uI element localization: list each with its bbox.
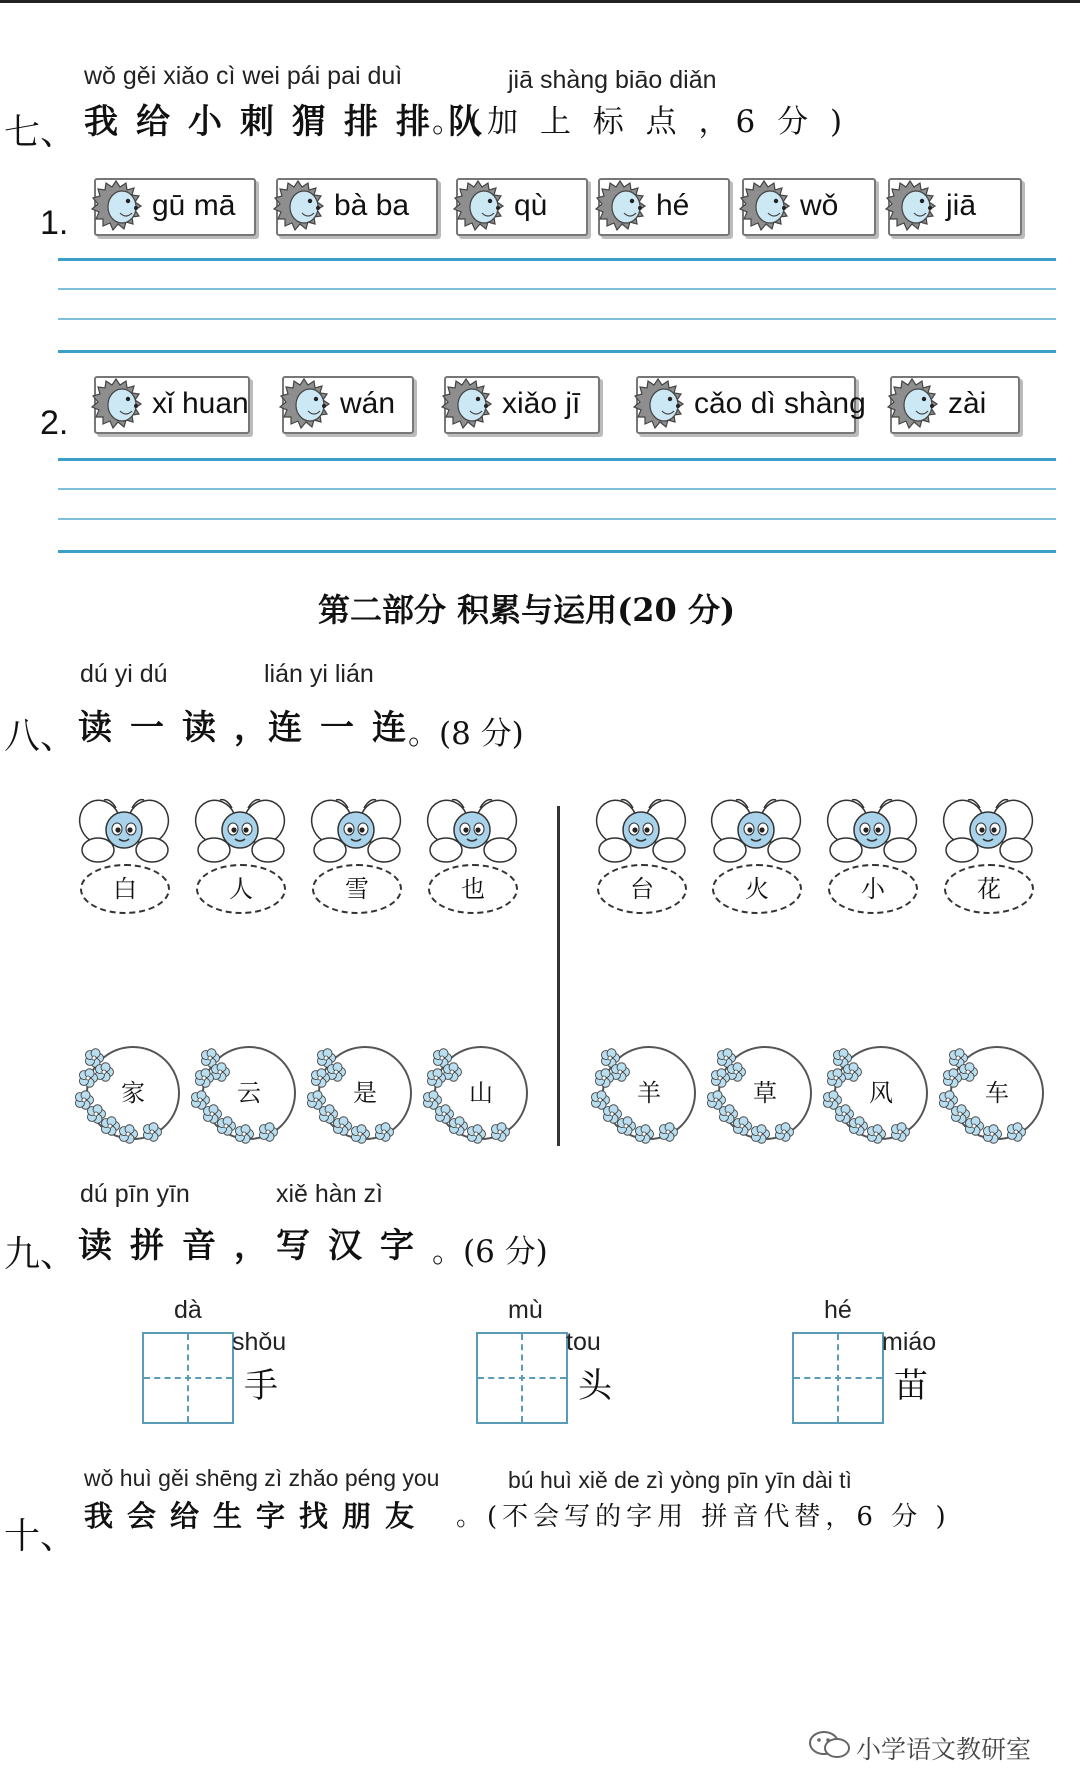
bee-character[interactable] <box>593 796 689 916</box>
q9-item-pinyin: dà <box>174 1296 202 1324</box>
bee-character-label: 白 <box>80 864 170 914</box>
word-card-pinyin: cǎo dì shàng <box>694 387 866 420</box>
word-card-pinyin: qù <box>514 189 548 222</box>
q9-title-a: 读拼音， <box>78 1226 286 1266</box>
flower-character-label: 是 <box>318 1046 412 1140</box>
q7-row2-number: 2. <box>40 404 69 442</box>
q9-item-side-pinyin: tou <box>566 1328 601 1356</box>
bee-character-label: 火 <box>712 864 802 914</box>
flower-character-label: 羊 <box>602 1046 696 1140</box>
bee-character-label: 台 <box>597 864 687 914</box>
word-card-pinyin: hé <box>656 189 690 222</box>
q8-title-a: 读一读， <box>78 708 286 748</box>
hedgehog-word-card[interactable] <box>456 178 588 236</box>
q9-writing-grid[interactable] <box>476 1332 568 1424</box>
hedgehog-word-card[interactable] <box>94 178 256 236</box>
q9-pinyin-a: dú pīn yīn <box>80 1180 190 1208</box>
hedgehog-icon <box>882 375 942 435</box>
q10-pinyin-a: wǒ huì gěi shēng zì zhǎo péng you <box>84 1465 440 1491</box>
hedgehog-word-card[interactable] <box>598 178 730 236</box>
q9-item-pinyin: hé <box>824 1296 852 1324</box>
wechat-icon <box>808 1730 852 1760</box>
q10-title: 我会给生字找朋友 <box>84 1499 429 1533</box>
flower-character[interactable] <box>822 1042 926 1146</box>
word-card-pinyin: xǐ huan <box>152 387 249 420</box>
writing-line <box>58 258 1056 261</box>
writing-line <box>58 318 1056 320</box>
bee-character-label: 雪 <box>312 864 402 914</box>
watermark-text: 小学语文教研室 <box>856 1735 1032 1764</box>
q7-note: 。(加 上 标 点 ，6 分 ) <box>432 104 849 140</box>
bee-character-label: 人 <box>196 864 286 914</box>
q9-item-character: 手 <box>244 1366 278 1406</box>
word-card-pinyin: wǒ <box>800 189 839 222</box>
q7-pinyin-title: wǒ gěi xiǎo cì wei pái pai duì <box>84 62 403 90</box>
hedgehog-icon <box>268 177 328 237</box>
word-card-pinyin: zài <box>948 387 987 420</box>
hedgehog-icon <box>448 177 508 237</box>
bee-character[interactable] <box>424 796 520 916</box>
writing-line <box>58 350 1056 353</box>
flower-character[interactable] <box>74 1042 178 1146</box>
q9-item-character: 头 <box>578 1366 612 1406</box>
writing-line <box>58 550 1056 553</box>
bee-character-label: 小 <box>828 864 918 914</box>
bee-character[interactable] <box>708 796 804 916</box>
word-card-pinyin: gū mā <box>152 189 236 222</box>
bee-character-label: 花 <box>944 864 1034 914</box>
word-card-pinyin: xiǎo jī <box>502 387 581 420</box>
q8-pinyin-a: dú yi dú <box>80 660 168 688</box>
q10-number: 十、 <box>4 1516 77 1557</box>
q9-pinyin-b: xiě hàn zì <box>276 1180 384 1208</box>
flower-character[interactable] <box>306 1042 410 1146</box>
writing-line <box>58 488 1056 490</box>
flower-character[interactable] <box>422 1042 526 1146</box>
hedgehog-icon <box>86 375 146 435</box>
word-card-pinyin: bà ba <box>334 189 410 222</box>
q8-divider <box>557 806 560 1146</box>
q7-row1-number: 1. <box>40 204 69 242</box>
word-card-pinyin: wán <box>340 387 396 420</box>
flower-character-label: 草 <box>718 1046 812 1140</box>
q7-pinyin-note: jiā shàng biāo diǎn <box>508 66 717 94</box>
bee-character[interactable] <box>192 796 288 916</box>
bee-character[interactable] <box>940 796 1036 916</box>
q9-number: 九、 <box>4 1234 77 1275</box>
q7-title: 我给小刺猬排排队 <box>84 102 500 142</box>
q7-number: 七、 <box>4 112 77 153</box>
bee-character[interactable] <box>76 796 172 916</box>
hedgehog-word-card[interactable] <box>276 178 438 236</box>
hedgehog-word-card[interactable] <box>636 376 866 434</box>
bee-character-label: 也 <box>428 864 518 914</box>
hedgehog-icon <box>734 177 794 237</box>
part2-title: 第二部分 积累与运用(20 分) <box>318 591 736 629</box>
q9-item-pinyin: mù <box>508 1296 543 1324</box>
flower-character-label: 云 <box>202 1046 296 1140</box>
top-border-line <box>0 0 1080 3</box>
q9-item-character: 苗 <box>894 1366 928 1406</box>
q9-item-side-pinyin: shǒu <box>232 1328 287 1356</box>
q8-number: 八、 <box>4 716 77 757</box>
q8-pinyin-b: lián yi lián <box>264 660 374 688</box>
q9-item-side-pinyin: miáo <box>882 1328 937 1356</box>
word-card-pinyin: jiā <box>946 189 977 222</box>
flower-character-label: 山 <box>434 1046 528 1140</box>
q9-note: 。(6 分) <box>432 1234 548 1270</box>
writing-line <box>58 518 1056 520</box>
flower-character[interactable] <box>938 1042 1042 1146</box>
q10-note: 。(不会写的字用 拼音代替，6 分 ) <box>456 1502 951 1532</box>
hedgehog-icon <box>590 177 650 237</box>
q10-pinyin-b: bú huì xiě de zì yòng pīn yīn dài tì <box>508 1467 852 1493</box>
hedgehog-word-card[interactable] <box>742 178 876 236</box>
writing-line <box>58 288 1056 290</box>
hedgehog-icon <box>628 375 688 435</box>
q8-title-b: 连一连 <box>268 708 424 748</box>
hedgehog-word-card[interactable] <box>444 376 600 434</box>
flower-character-label: 家 <box>86 1046 180 1140</box>
q9-writing-grid[interactable] <box>792 1332 884 1424</box>
hedgehog-icon <box>880 177 940 237</box>
bee-character[interactable] <box>824 796 920 916</box>
writing-line <box>58 458 1056 461</box>
hedgehog-icon <box>274 375 334 435</box>
hedgehog-icon <box>86 177 146 237</box>
flower-character-label: 车 <box>950 1046 1044 1140</box>
flower-character-label: 风 <box>834 1046 928 1140</box>
q8-note: 。(8 分) <box>408 716 524 752</box>
q9-title-b: 写汉字 <box>276 1226 432 1266</box>
bee-character[interactable] <box>308 796 404 916</box>
hedgehog-word-card[interactable] <box>282 376 414 434</box>
hedgehog-word-card[interactable] <box>890 376 1020 434</box>
hedgehog-word-card[interactable] <box>888 178 1022 236</box>
hedgehog-icon <box>436 375 496 435</box>
hedgehog-word-card[interactable] <box>94 376 250 434</box>
flower-character[interactable] <box>190 1042 294 1146</box>
q9-writing-grid[interactable] <box>142 1332 234 1424</box>
flower-character[interactable] <box>706 1042 810 1146</box>
flower-character[interactable] <box>590 1042 694 1146</box>
